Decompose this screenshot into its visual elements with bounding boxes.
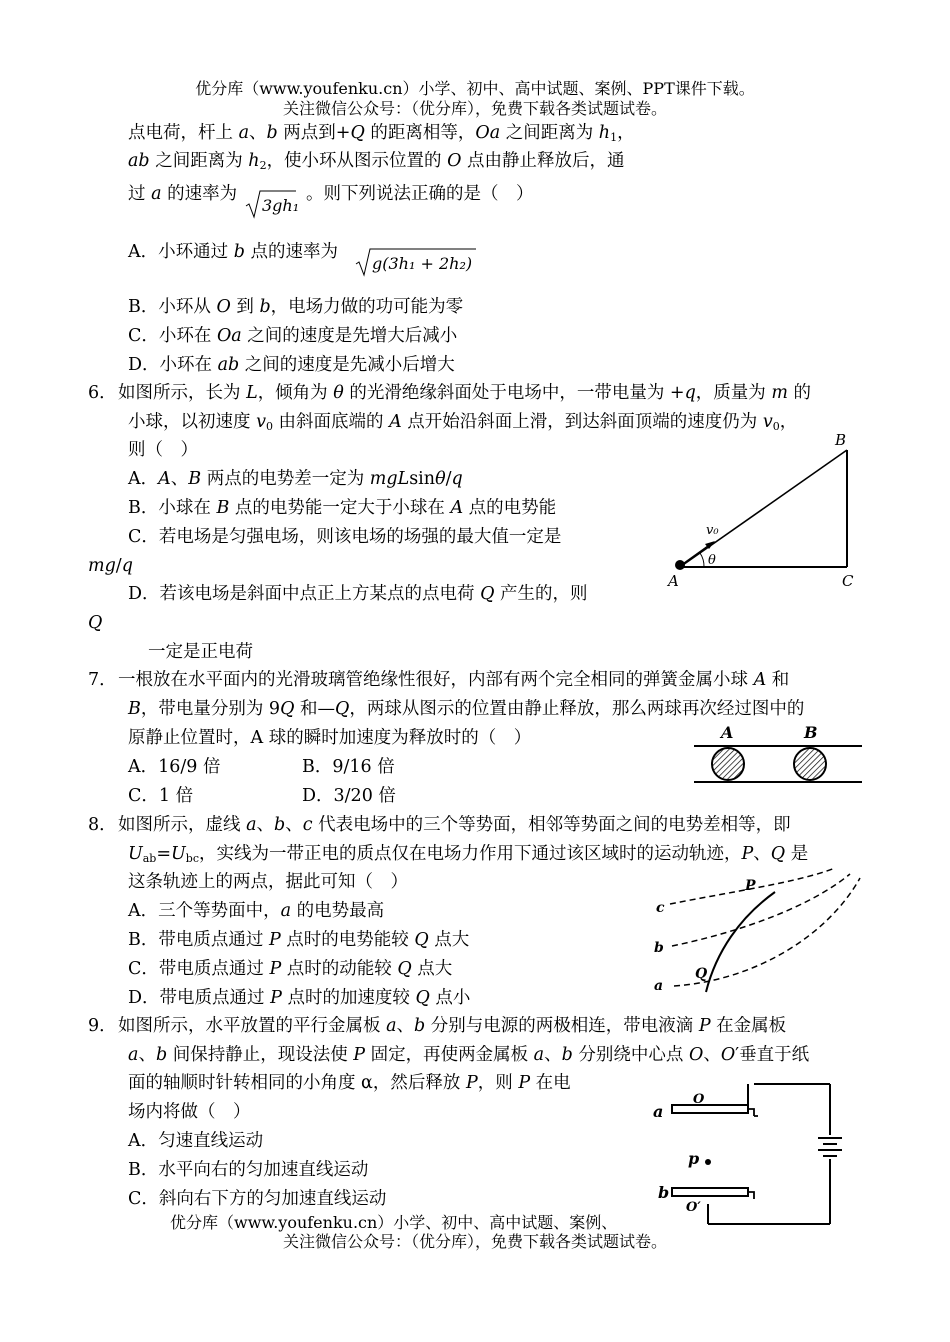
q7-ball-b-icon <box>794 748 826 780</box>
q5-option-a-formula <box>354 244 484 278</box>
q6-stem-line1: 如图所示，长为 L，倾角为 θ 的光滑绝缘斜面处于电场中，一带电量为 +q，质量为 m 的 <box>118 383 812 403</box>
q7-stem-line1: 一根放在水平面内的光滑玻璃管绝缘性很好，内部有两个完全相同的弹簧金属小球 A 和 <box>118 670 790 690</box>
q8-equipotential-figure <box>650 862 870 997</box>
q7-number: 7． <box>88 670 117 690</box>
q9-plate-a <box>672 1105 748 1113</box>
q9-label-p: p <box>688 1149 700 1168</box>
q9-stem-line4: 场内将做（ ） <box>128 1102 251 1122</box>
q7-tube-figure <box>690 720 870 790</box>
q6-option-c: C．若电场是匀强电场，则该电场的场强的最大值一定是 <box>128 527 562 547</box>
q9-drop-icon <box>705 1159 711 1165</box>
q8-label-p: P <box>745 878 756 894</box>
q5-option-d: D．小环在 ab 之间的速度是先减小后增大 <box>128 355 455 375</box>
q6-label-theta: θ <box>708 553 716 568</box>
q6-incline-figure <box>660 428 870 593</box>
q6-option-c-cont: mg/q <box>88 556 133 576</box>
q8-option-d: D．带电质点通过 P 点时的加速度较 Q 点小 <box>128 988 471 1008</box>
q9-option-b: B．水平向右的匀加速直线运动 <box>128 1160 369 1180</box>
q7-option-c: C．1 倍 <box>128 786 194 806</box>
q7-option-a: A．16/9 倍 <box>128 757 221 777</box>
q6-ball-icon <box>675 560 685 570</box>
q9-label-a: a <box>653 1102 664 1121</box>
q6-option-a: A．A、B 两点的电势差一定为 mgLsinθ/q <box>128 469 463 489</box>
q6-stem-line3: 则（ ） <box>128 440 198 460</box>
q5-stem-line2: ab 之间距离为 $h_2$，使小环从图示位置的 O 点由静止释放后，通 <box>128 151 625 172</box>
q6-option-b: B．小球在 B 点的电势能一定大于小球在 A 点的电势能 <box>128 498 557 518</box>
q8-label-q: Q <box>695 966 708 982</box>
q8-equipotential-b <box>672 874 850 946</box>
q8-stem-line2: $U_{ab}=U_{bc}$，实线为一带正电的质点仅在电场力作用下通过该区域时的运动轨迹，P、Q 是 <box>128 844 809 865</box>
page-header-line2: 关注微信公众号：（优分库），免费下载各类试题试卷。 <box>282 99 667 118</box>
q7-stem-line2: B，带电量分别为 9Q 和—Q，两球从图示的位置由静止释放，那么两球再次经过图中的 <box>128 699 805 719</box>
q6-label-c: C <box>842 572 854 590</box>
q8-label-c: c <box>656 900 665 916</box>
q8-stem-line3: 这条轨迹上的两点，据此可知（ ） <box>128 872 408 892</box>
q5-option-c: C．小环在 Oa 之间的速度是先增大后减小 <box>128 326 458 346</box>
page-footer-line1: 优分库（www.youfenku.cn）小学、初中、高中试题、案例、 <box>170 1213 618 1232</box>
q9-label-o-prime: O′ <box>686 1200 701 1215</box>
q5-stem-line3-tail: 。则下列说法正确的是（ ） <box>306 184 534 204</box>
q6-option-d: D．若该电场是斜面中点正上方某点的点电荷 Q 产生的，则 <box>128 584 588 604</box>
q6-option-d-cont2: 一定是正电荷 <box>148 642 253 662</box>
q7-stem-line3: 原静止位置时，A 球的瞬时加速度为释放时的（ ） <box>128 728 532 748</box>
q8-number: 8． <box>88 815 117 835</box>
q7-label-a: A <box>721 723 734 742</box>
q8-label-b: b <box>654 940 664 956</box>
q5-stem-line3: 过 a 的速率为 <box>128 184 238 204</box>
q9-stem-line3: 面的轴顺时针转相同的小角度 α，然后释放 P，则 P 在电 <box>128 1073 571 1093</box>
q9-option-a: A．匀速直线运动 <box>128 1131 264 1151</box>
q9-plate-b <box>672 1188 748 1196</box>
q6-label-b: B <box>835 431 847 449</box>
q9-label-o: O <box>693 1092 705 1107</box>
q8-option-b: B．带电质点通过 P 点时的电势能较 Q 点大 <box>128 930 470 950</box>
q8-trajectory <box>706 892 775 992</box>
q8-label-a: a <box>654 978 664 994</box>
q6-number: 6． <box>88 383 117 403</box>
q7-option-b: B．9/16 倍 <box>302 757 395 777</box>
q9-number: 9． <box>88 1016 117 1036</box>
q9-option-c: C．斜向右下方的匀加速直线运动 <box>128 1189 387 1209</box>
q5-option-a-formula-content: g(3h₁ + 2h₂) <box>372 254 473 273</box>
q9-label-b: b <box>658 1183 670 1202</box>
q5-sqrt-content: 3gh₁ <box>262 196 300 215</box>
q8-option-c: C．带电质点通过 P 点时的动能较 Q 点大 <box>128 959 453 979</box>
q7-label-b: B <box>804 723 818 742</box>
q7-option-d: D．3/20 倍 <box>302 786 396 806</box>
q7-ball-a-icon <box>712 748 744 780</box>
q6-label-a: A <box>668 572 679 590</box>
q5-option-b: B．小环从 O 到 b，电场力做的功可能为零 <box>128 297 464 317</box>
page-footer-line2: 关注微信公众号：（优分库），免费下载各类试题试卷。 <box>282 1232 667 1251</box>
q9-stem-line2: a、b 间保持静止，现设法使 P 固定，再使两金属板 a、b 分别绕中心点 O、O′垂直于纸 <box>128 1045 810 1065</box>
page-header-line1: 优分库（www.youfenku.cn）小学、初中、高中试题、案例、PPT课件下载。 <box>195 79 755 98</box>
q6-stem-line2: 小球，以初速度 $v_0$ 由斜面底端的 A 点开始沿斜面上滑，到达斜面顶端的速度仍为 $v_0$， <box>128 412 798 433</box>
q5-stem-line1: 点电荷，杆上 a、b 两点到+Q 的距离相等，Oa 之间距离为 $h_1$， <box>128 123 635 144</box>
q8-stem-line1: 如图所示，虚线 a、b、c 代表电场中的三个等势面，相邻等势面之间的电势差相等，即 <box>118 815 791 835</box>
q9-capacitor-figure <box>648 1080 868 1228</box>
q6-option-d-cont1: Q <box>88 613 103 633</box>
q5-option-a: A．小环通过 b 点的速率为 <box>128 242 338 262</box>
q9-stem-line1: 如图所示，水平放置的平行金属板 a、b 分别与电源的两极相连，带电液滴 P 在金属板 <box>118 1016 787 1036</box>
q6-label-v0: v₀ <box>706 523 719 538</box>
q8-option-a: A．三个等势面中，a 的电势最高 <box>128 901 385 921</box>
